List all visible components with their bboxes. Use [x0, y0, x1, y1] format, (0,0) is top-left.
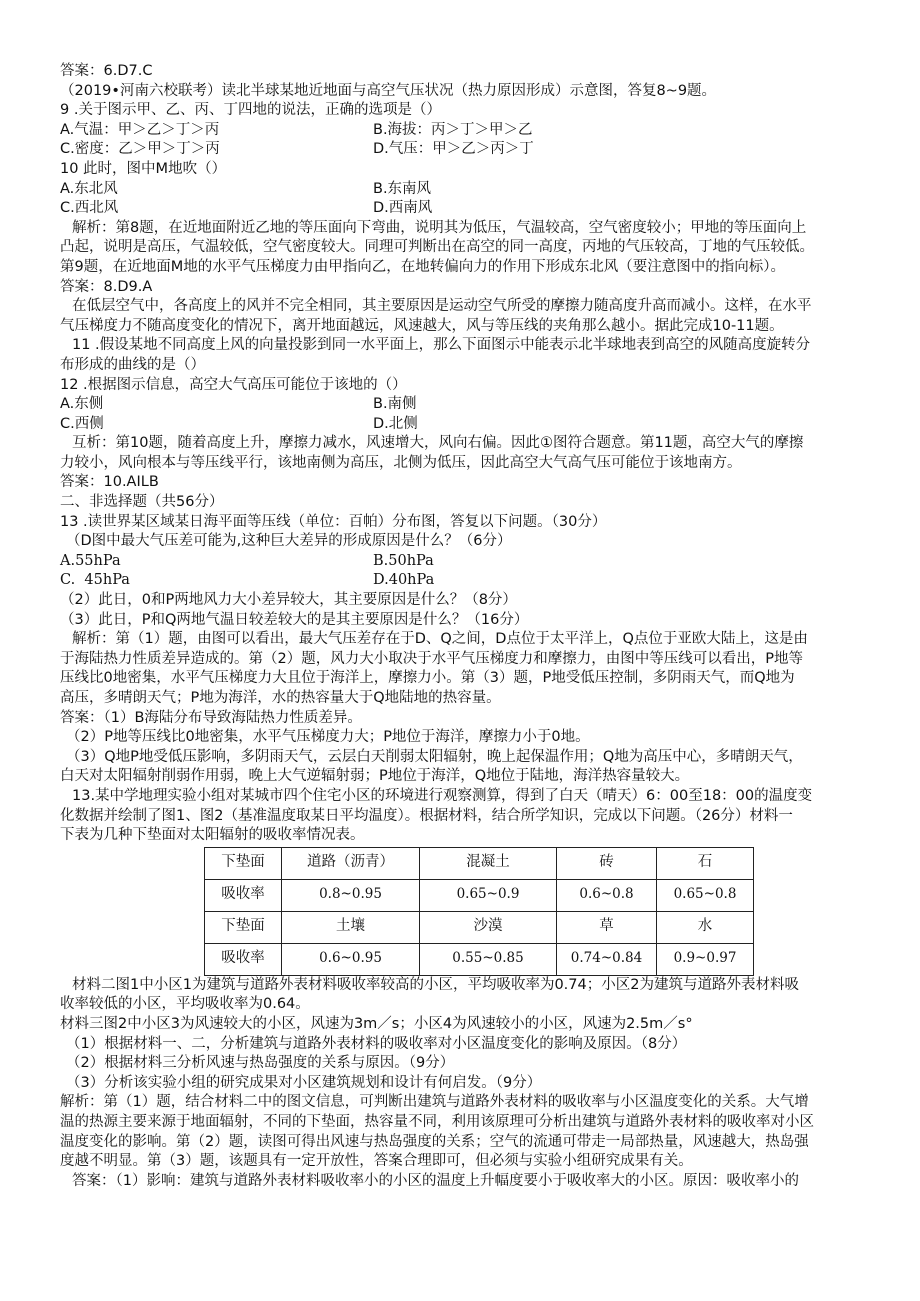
table-cell: 土壤 — [282, 911, 420, 943]
question-13b-line-1: 13.某中学地理实验小组对某城市四个住宅小区的环境进行观察测算，得到了白天（晴天）6：00至18：00的温度变 — [72, 787, 813, 804]
table-cell: 沙漠 — [420, 911, 557, 943]
table-cell: 石 — [657, 847, 754, 879]
table-row — [205, 911, 754, 943]
answer-13-part-2: （2）P地等压线比0地密集，水平气压梯度力大；P地位于海洋，摩擦力小于0地。 — [66, 729, 590, 746]
q12-option-c: C.西侧 — [60, 415, 104, 432]
q9-option-a: A.气温：甲＞乙＞丁＞丙 — [60, 121, 220, 138]
question-13-part-1: （D图中最大气压差可能为,这种巨大差异的形成原因是什么？（6分） — [66, 533, 512, 550]
answer-13-part-3-line-1: （3）Q地P地受低压影响，多阴雨天气，云层白天削弱太阳辐射，晚上起保温作用；Q地为高压中心，多晴朗天气， — [66, 748, 803, 765]
document-page — [60, 62, 868, 1191]
q10-option-a: A.东北风 — [60, 180, 118, 197]
answer-13-part-3-line-2: 白天对太阳辐射削弱作用弱，晚上大气逆辐射弱；P地位于海洋，Q地位于陆地，海洋热容量较大。 — [60, 768, 690, 785]
q10-option-c: C.西北风 — [60, 200, 119, 217]
table-cell: 道路（沥青） — [282, 847, 420, 879]
analysis-13b-line-4: 度越不明显。第（3）题，该题具有一定开放性，答案合理即可，但必须与实验小组研究成果有关。 — [60, 1153, 693, 1170]
question-13: 13 .读世界某区域某日海平面等压线（单位：百帕）分布图，答复以下问题。（30分） — [60, 513, 607, 530]
answer-13b-line-1: 答案：（1）影响：建筑与道路外表材料吸收率小的小区的温度上升幅度要小于吸收率大的小区。原因：吸收率小的 — [72, 1172, 799, 1189]
table-header-cell: 吸收率 — [205, 943, 282, 975]
analysis-8-9-line-2: 凸起，说明是高压，气温较低，空气密度较大。同理可判断出在高空的同一高度，丙地的气压较高，丁地的气压较低。 — [60, 239, 814, 256]
analysis-13b-line-3: 温度变化的影响。第（2）题，读图可得出风速与热岛强度的关系；空气的流通可带走一局部热量，风速越大，热岛强 — [60, 1133, 809, 1150]
question-13b-part-3: （3）分析该实验小组的研究成果对小区建筑规划和设计有何启发。（9分） — [66, 1074, 542, 1091]
question-11-line-1: 11 .假设某地不同高度上风的向量投影到同一水平面上，那么下面图示中能表示北半球地表到高空的风随高度旋转分 — [72, 337, 811, 354]
table-cell: 0.9~0.97 — [657, 943, 754, 975]
question-9: 9 .关于图示甲、乙、丙、丁四地的说法，正确的选项是（） — [60, 102, 441, 119]
table-cell: 0.8~0.95 — [282, 879, 420, 911]
material-2-line-2: 收率较低的小区，平均吸收率为0.64。 — [60, 996, 310, 1013]
table-header-cell: 吸收率 — [205, 879, 282, 911]
absorption-table — [204, 847, 754, 976]
analysis-8-9-line-3: 第9题，在近地面M地的水平气压梯度力由甲指向乙，在地转偏向力的作用下形成东北风（要注意图中的指向标）。 — [60, 258, 785, 275]
analysis-13-line-2: 于海陆热力性质差异造成的。第（2）题，风力大小取决于水平气压梯度力和摩擦力，由图中等压线可以看出，P地等 — [60, 650, 803, 667]
q10-option-b: B.东南风 — [373, 180, 432, 197]
answer-10-11: 答案：10.AILB — [60, 474, 159, 491]
q13-option-d: D.40hPa — [373, 572, 435, 589]
analysis-8-9-line-1: 解析：第8题，在近地面附近乙地的等压面向下弯曲，说明其为低压，气温较高，空气密度较小；甲地的等压面向上 — [72, 219, 807, 236]
q13-options-row-2 — [60, 571, 868, 591]
q9-option-d: D.气压：甲＞乙＞丙＞丁 — [373, 141, 534, 158]
table-row — [205, 943, 754, 975]
table-row — [205, 847, 754, 879]
table-cell: 0.65~0.8 — [657, 879, 754, 911]
q12-option-a: A.东侧 — [60, 396, 104, 413]
table-cell: 混凝土 — [420, 847, 557, 879]
analysis-13-line-4: 高压，多晴朗天气；P地为海洋，水的热容量大于Q地陆地的热容量。 — [60, 690, 501, 706]
table-cell: 0.6~0.95 — [282, 943, 420, 975]
table-cell: 0.6~0.8 — [557, 879, 657, 911]
q13-option-b: B.50hPa — [373, 552, 434, 569]
table-cell: 0.55~0.85 — [420, 943, 557, 975]
q12-options-row-1 — [60, 395, 868, 415]
question-10: 10 此时，图中M地吹（） — [60, 160, 227, 177]
question-13b-part-1: （1）根据材料一、二，分析建筑与道路外表材料的吸收率对小区温度变化的影响及原因。（8分） — [66, 1035, 687, 1052]
analysis-13-line-1: 解析：第（1）题，由图可以看出，最大气压差存在于D、Q之间，D点位于太平洋上，Q点位于亚欧大陆上，这是由 — [72, 631, 808, 648]
q13-option-a: A.55hPa — [60, 552, 121, 569]
q13-option-c: C. 45hPa — [60, 572, 130, 589]
analysis-10-11-line-1: 互析：第10题，随着高度上升，摩擦力减水，风速增大，风向右偏。因此①图符合题意。第11题，高空大气的摩擦 — [72, 435, 804, 452]
table-cell: 砖 — [557, 847, 657, 879]
question-11-line-2: 布形成的曲线的是（） — [60, 356, 205, 373]
table-cell: 水 — [657, 911, 754, 943]
q12-options-row-2 — [60, 415, 868, 435]
analysis-13b-line-2: 温的热源主要来源于地面辐射，不同的下垫面，热容量不同，利用该原理可分析出建筑与道路外表材料的吸收率对小区 — [60, 1113, 814, 1130]
analysis-10-11-line-2: 力较小，风向根本与等压线平行，该地南侧为高压，北侧为低压，因此高空大气高气压可能位于该地南方。 — [60, 454, 742, 471]
answer-13-part-1: 答案：（1）B海陆分布导致海陆热力性质差异。 — [60, 709, 362, 726]
passage-10-11-line-2: 气压梯度力不随高度变化的情况下，离开地面越远，风速越大，风与等压线的夹角那么越小。据此完成10-11题。 — [60, 317, 784, 334]
q12-option-d: D.北侧 — [373, 415, 418, 432]
question-13-part-2: （2）此日，0和P两地风力大小差异较大，其主要原因是什么？（8分） — [60, 592, 517, 609]
question-13b-line-3: 下表为几种下垫面对太阳辐射的吸收率情况表。 — [60, 827, 365, 844]
material-2-line-1: 材料二图1中小区1为建筑与道路外表材料吸收率较高的小区，平均吸收率为0.74；小区2为建筑与道路外表材料吸 — [72, 976, 799, 993]
section-heading-non-choice: 二、非选择题（共56分） — [60, 494, 224, 511]
q9-option-c: C.密度：乙＞甲＞丁＞丙 — [60, 141, 220, 158]
q9-options-row-1 — [60, 121, 868, 141]
q10-option-d: D.西南风 — [373, 200, 433, 217]
q9-options-row-2 — [60, 140, 868, 160]
question-13b-line-2: 化数据并绘制了图1、图2（基准温度取某日平均温度）。根据材料，结合所学知识，完成以下问题。（26分）材料一 — [60, 807, 793, 824]
material-3: 材料三图2中小区3为风速较大的小区，风速为3m／s；小区4为风速较小的小区，风速为2.5m／s° — [60, 1015, 693, 1032]
q10-options-row-1 — [60, 180, 868, 200]
table-cell: 草 — [557, 911, 657, 943]
question-13-part-3: （3）此日，P和Q两地气温日较差较大的是其主要原因是什么？（16分） — [60, 611, 529, 628]
table-header-cell: 下垫面 — [205, 847, 282, 879]
question-13b-part-2: （2）根据材料三分析风速与热岛强度的关系与原因。（9分） — [66, 1055, 455, 1072]
analysis-13-line-3: 压线比0地密集，水平气压梯度力大且位于海洋上，摩擦力小。第（3）题，P地受低压控制，多阴雨天气，而Q地为 — [60, 670, 795, 687]
question-8-9-intro: （2019•河南六校联考）读北半球某地近地面与高空气压状况（热力原因形成）示意图，答复8~9题。 — [60, 82, 717, 99]
passage-10-11-line-1: 在低层空气中，各高度上的风并不完全相同，其主要原因是运动空气所受的摩擦力随高度升高而减小。这样，在水平 — [72, 298, 812, 315]
q10-options-row-2 — [60, 199, 868, 219]
q12-option-b: B.南侧 — [373, 396, 417, 413]
table-cell: 0.65~0.9 — [420, 879, 557, 911]
question-12: 12 .根据图示信息，高空大气高压可能位于该地的（） — [60, 376, 407, 393]
table-cell: 0.74~0.84 — [557, 943, 657, 975]
answer-6-7: 答案：6.D7.C — [60, 63, 153, 79]
q9-option-b: B.海拔：丙＞丁＞甲＞乙 — [373, 121, 533, 138]
q13-options-row-1 — [60, 552, 868, 572]
analysis-13b-line-1: 解析：第（1）题，结合材料二中的图文信息，可判断出建筑与道路外表材料的吸收率与小区温度变化的关系。大气增 — [60, 1094, 809, 1111]
answer-8-9: 答案：8.D9.A — [60, 278, 153, 295]
table-row — [205, 879, 754, 911]
table-header-cell: 下垫面 — [205, 911, 282, 943]
